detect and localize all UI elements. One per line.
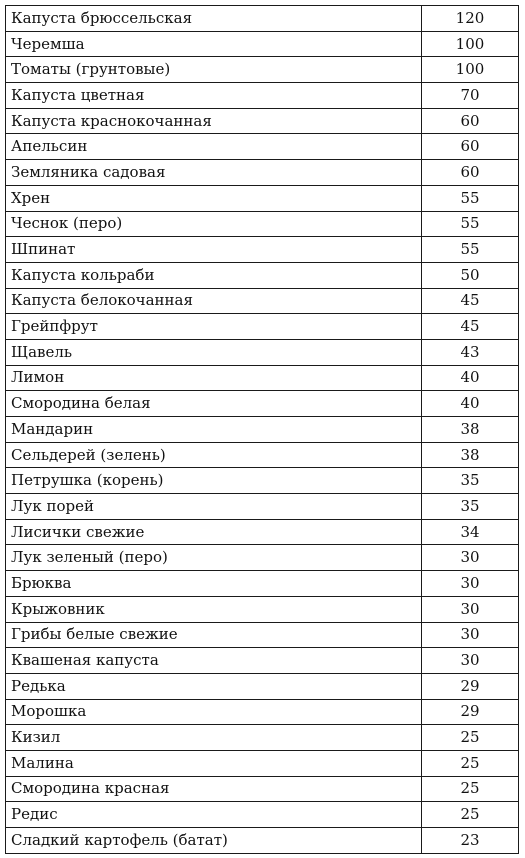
- table-row: [6, 622, 519, 648]
- product-name-cell: Капуста краснокочанная: [6, 108, 422, 134]
- table-row: [6, 211, 519, 237]
- value-cell: 55: [422, 237, 519, 263]
- table-row: [6, 83, 519, 109]
- table-row: [6, 442, 519, 468]
- product-name-cell: Капуста брюссельская: [6, 6, 422, 32]
- value-cell: 40: [422, 365, 519, 391]
- table-row: [6, 571, 519, 597]
- product-name-cell: Сельдерей (зелень): [6, 442, 422, 468]
- value-cell: 100: [422, 31, 519, 57]
- product-name-cell: Грибы белые свежие: [6, 622, 422, 648]
- value-cell: 25: [422, 802, 519, 828]
- product-name-cell: Капуста цветная: [6, 83, 422, 109]
- product-name-cell: Капуста белокочанная: [6, 288, 422, 314]
- table-row: [6, 725, 519, 751]
- table-row: [6, 545, 519, 571]
- table-row: [6, 6, 519, 32]
- value-cell: 35: [422, 494, 519, 520]
- table-row: [6, 699, 519, 725]
- product-name-cell: Малина: [6, 750, 422, 776]
- table-row: [6, 185, 519, 211]
- value-cell: 55: [422, 211, 519, 237]
- product-name-cell: Мандарин: [6, 417, 422, 443]
- value-cell: 30: [422, 622, 519, 648]
- value-cell: 50: [422, 262, 519, 288]
- product-name-cell: Петрушка (корень): [6, 468, 422, 494]
- table-row: [6, 31, 519, 57]
- value-cell: 25: [422, 776, 519, 802]
- product-name-cell: Земляника садовая: [6, 160, 422, 186]
- table-row: [6, 108, 519, 134]
- value-cell: 25: [422, 725, 519, 751]
- product-name-cell: Томаты (грунтовые): [6, 57, 422, 83]
- table-row: [6, 828, 519, 854]
- product-name-cell: Квашеная капуста: [6, 648, 422, 674]
- table-row: [6, 160, 519, 186]
- table-body: [6, 6, 519, 854]
- product-name-cell: Редис: [6, 802, 422, 828]
- value-cell: 70: [422, 83, 519, 109]
- value-cell: 30: [422, 648, 519, 674]
- value-cell: 43: [422, 339, 519, 365]
- value-cell: 38: [422, 442, 519, 468]
- product-name-cell: Смородина красная: [6, 776, 422, 802]
- product-name-cell: Морошка: [6, 699, 422, 725]
- value-cell: 34: [422, 519, 519, 545]
- value-cell: 25: [422, 750, 519, 776]
- table-row: [6, 262, 519, 288]
- value-cell: 60: [422, 108, 519, 134]
- table-row: [6, 314, 519, 340]
- value-cell: 35: [422, 468, 519, 494]
- product-name-cell: Капуста кольраби: [6, 262, 422, 288]
- product-name-cell: Брюква: [6, 571, 422, 597]
- table-row: [6, 776, 519, 802]
- value-cell: 38: [422, 417, 519, 443]
- product-name-cell: Лимон: [6, 365, 422, 391]
- value-cell: 30: [422, 545, 519, 571]
- table-row: [6, 417, 519, 443]
- table-row: [6, 750, 519, 776]
- value-cell: 40: [422, 391, 519, 417]
- value-cell: 29: [422, 699, 519, 725]
- product-name-cell: Апельсин: [6, 134, 422, 160]
- table-row: [6, 519, 519, 545]
- data-table: [5, 5, 519, 854]
- table-row: [6, 391, 519, 417]
- table-row: [6, 339, 519, 365]
- value-cell: 30: [422, 571, 519, 597]
- table-row: [6, 57, 519, 83]
- value-cell: 23: [422, 828, 519, 854]
- product-name-cell: Хрен: [6, 185, 422, 211]
- product-name-cell: Щавель: [6, 339, 422, 365]
- table-row: [6, 288, 519, 314]
- value-cell: 45: [422, 288, 519, 314]
- table-row: [6, 802, 519, 828]
- product-name-cell: Черемша: [6, 31, 422, 57]
- product-name-cell: Кизил: [6, 725, 422, 751]
- value-cell: 60: [422, 134, 519, 160]
- value-cell: 29: [422, 673, 519, 699]
- value-cell: 60: [422, 160, 519, 186]
- value-cell: 45: [422, 314, 519, 340]
- value-cell: 120: [422, 6, 519, 32]
- table-row: [6, 468, 519, 494]
- table-row: [6, 596, 519, 622]
- table-row: [6, 673, 519, 699]
- product-name-cell: Грейпфрут: [6, 314, 422, 340]
- product-name-cell: Лисички свежие: [6, 519, 422, 545]
- value-cell: 100: [422, 57, 519, 83]
- product-name-cell: Шпинат: [6, 237, 422, 263]
- table-row: [6, 365, 519, 391]
- product-name-cell: Редька: [6, 673, 422, 699]
- value-cell: 55: [422, 185, 519, 211]
- table-row: [6, 134, 519, 160]
- value-cell: 30: [422, 596, 519, 622]
- product-name-cell: Лук порей: [6, 494, 422, 520]
- product-name-cell: Сладкий картофель (батат): [6, 828, 422, 854]
- product-name-cell: Лук зеленый (перо): [6, 545, 422, 571]
- product-name-cell: Чеснок (перо): [6, 211, 422, 237]
- table-row: [6, 237, 519, 263]
- product-name-cell: Крыжовник: [6, 596, 422, 622]
- product-name-cell: Смородина белая: [6, 391, 422, 417]
- table-row: [6, 648, 519, 674]
- table-row: [6, 494, 519, 520]
